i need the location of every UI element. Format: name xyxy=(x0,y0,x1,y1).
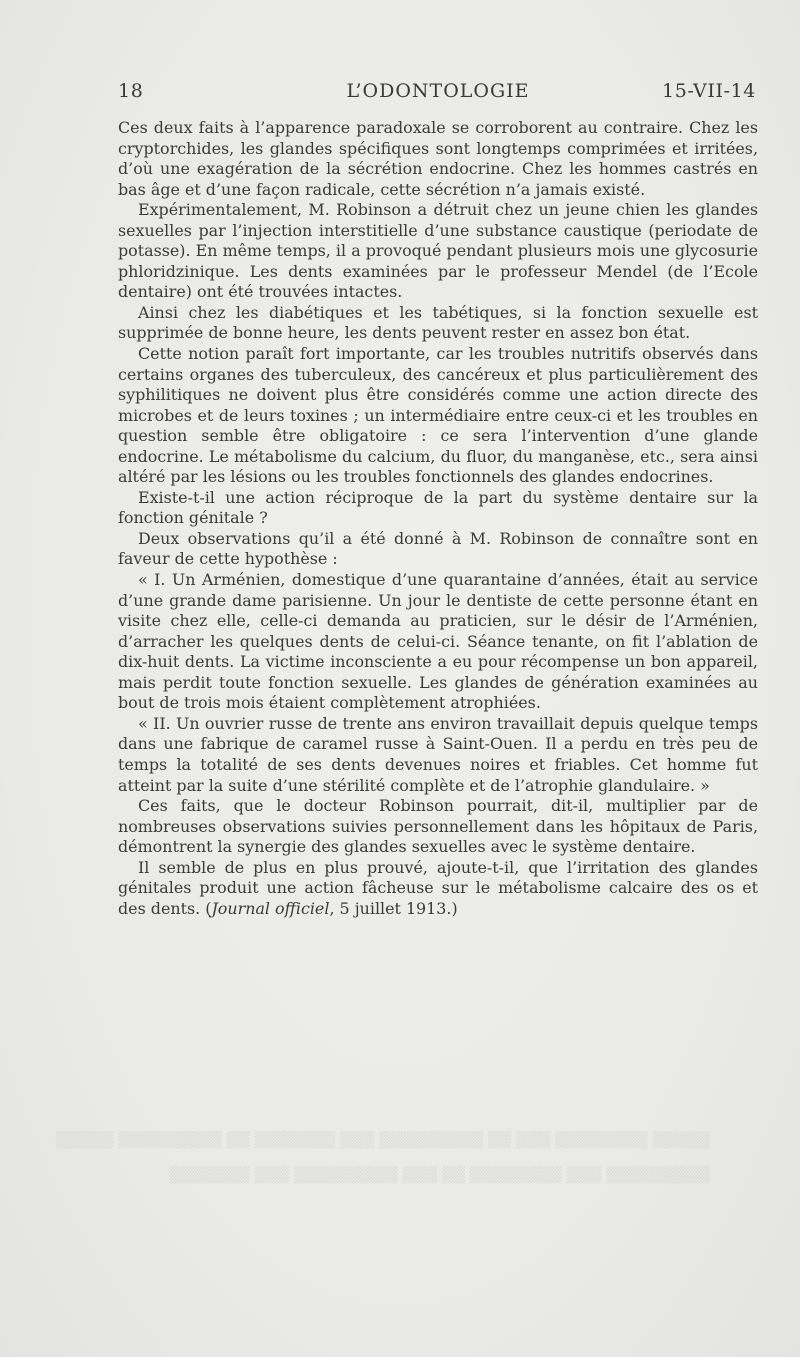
source-title: Journal officiel xyxy=(211,898,330,918)
paragraph-2: Expérimentalement, M. Robinson a détruit chez un jeune chien les glandes sexuelles par l’injection interstitielle d’une substance caustique (periodate de potasse). En même temps, il a provoqué pendant plusieurs mois une glycosurie phloridzinique. Les dents examinées par le professeur Mendel (de l’Ecole dentaire) ont été trouvées intactes. xyxy=(118,200,758,302)
bleed-through-text: ▒▒▒▒▒▒▒▒▒ ▒▒▒ ▒▒▒▒▒▒▒▒ ▒▒ ▒▒▒ ▒▒▒▒▒▒▒▒▒ ▒▒▒ ▒▒▒▒▒▒▒ xyxy=(169,1166,710,1184)
paragraph-observation-1: « I. Un Arménien, domestique d’une quarantaine d’années, était au service d’une grande dame parisienne. Un jour le dentiste de cette personne étant en visite chez elle, celle-ci demanda au praticien, sur le désir de l’Arménien, d’arracher les quelques dents de celui-ci. Séance tenante, on fit l’ablation de dix-huit dents. La victime inconsciente a eu pour récompense un bon appareil, mais perdit toute fonction sexuelle. Les glandes de génération examinées au bout de trois mois étaient complètement atrophiées. xyxy=(118,570,758,713)
page-number: 18 xyxy=(118,80,144,102)
paragraph-4: Cette notion paraît fort importante, car les troubles nutritifs observés dans certains organes des tuberculeux, des cancéreux et plus particulièrement des syphilitiques ne doivent plus être considérés comme une action directe des microbes et de leurs toxines ; un intermédiaire entre ceux-ci et les troubles en question semble être obligatoire : ce sera l’intervention d’une glande endocrine. Le métabolisme du calcium, du fluor, du manganèse, etc., sera ainsi altéré par les lésions ou les troubles fonctionnels des glandes endocrines. xyxy=(118,344,758,487)
paragraph-1: Ces deux faits à l’apparence paradoxale se corroborent au contraire. Chez les cryptorchides, les glandes spécifiques sont longtemps comprimées et irritées, d’où une exagération de la sécrétion endocrine. Chez les hommes castrés en bas âge et d’une façon radicale, cette sécrétion n’a jamais existé. xyxy=(118,118,758,199)
running-header xyxy=(118,80,758,110)
paragraph-3: Ainsi chez les diabétiques et les tabétiques, si la fonction sexuelle est supprimée de bonne heure, les dents peuvent rester en assez bon état. xyxy=(118,302,758,343)
journal-title: L’ODONTOLOGIE xyxy=(346,80,530,102)
paragraph-observation-2: « II. Un ouvrier russe de trente ans environ travaillait depuis quelque temps dans une fabrique de caramel russe à Saint-Ouen. Il a perdu en très peu de temps la totalité de ses dents devenues noires et friables. Cet homme fut atteint par la suite d’une stérilité complète et de l’atrophie glandulaire. » xyxy=(118,713,758,795)
source-date: , 5 juillet 1913.) xyxy=(329,898,458,918)
paragraph-9: Ces faits, que le docteur Robinson pourrait, dit-il, multiplier par de nombreuses observations suivies personnellement dans les hôpitaux de Paris, démontrent la synergie des glandes sexuelles avec le système dentaire. xyxy=(118,796,758,857)
paragraph-final xyxy=(118,858,758,920)
final-text: Il semble de plus en plus prouvé, ajoute-t-il, que l’irritation des glandes génitales produit une action fâcheuse sur le métabolisme calcaire des os et des dents. ( xyxy=(118,857,758,918)
issue-date: 15-VII-14 xyxy=(662,80,756,102)
bleed-through-text: ▒▒▒▒▒ ▒▒▒▒▒▒▒▒ ▒▒▒ ▒▒ ▒▒▒▒▒▒▒▒▒ ▒▒▒ ▒▒▒▒▒▒▒ ▒▒ ▒▒▒▒▒▒▒▒▒ ▒▒▒▒▒ xyxy=(55,1131,710,1149)
paragraph-5: Existe-t-il une action réciproque de la part du système dentaire sur la fonction génitale ? xyxy=(118,487,758,528)
article-body xyxy=(118,118,758,919)
paragraph-6: Deux observations qu’il a été donné à M. Robinson de connaître sont en faveur de cette hypothèse : xyxy=(118,528,758,569)
